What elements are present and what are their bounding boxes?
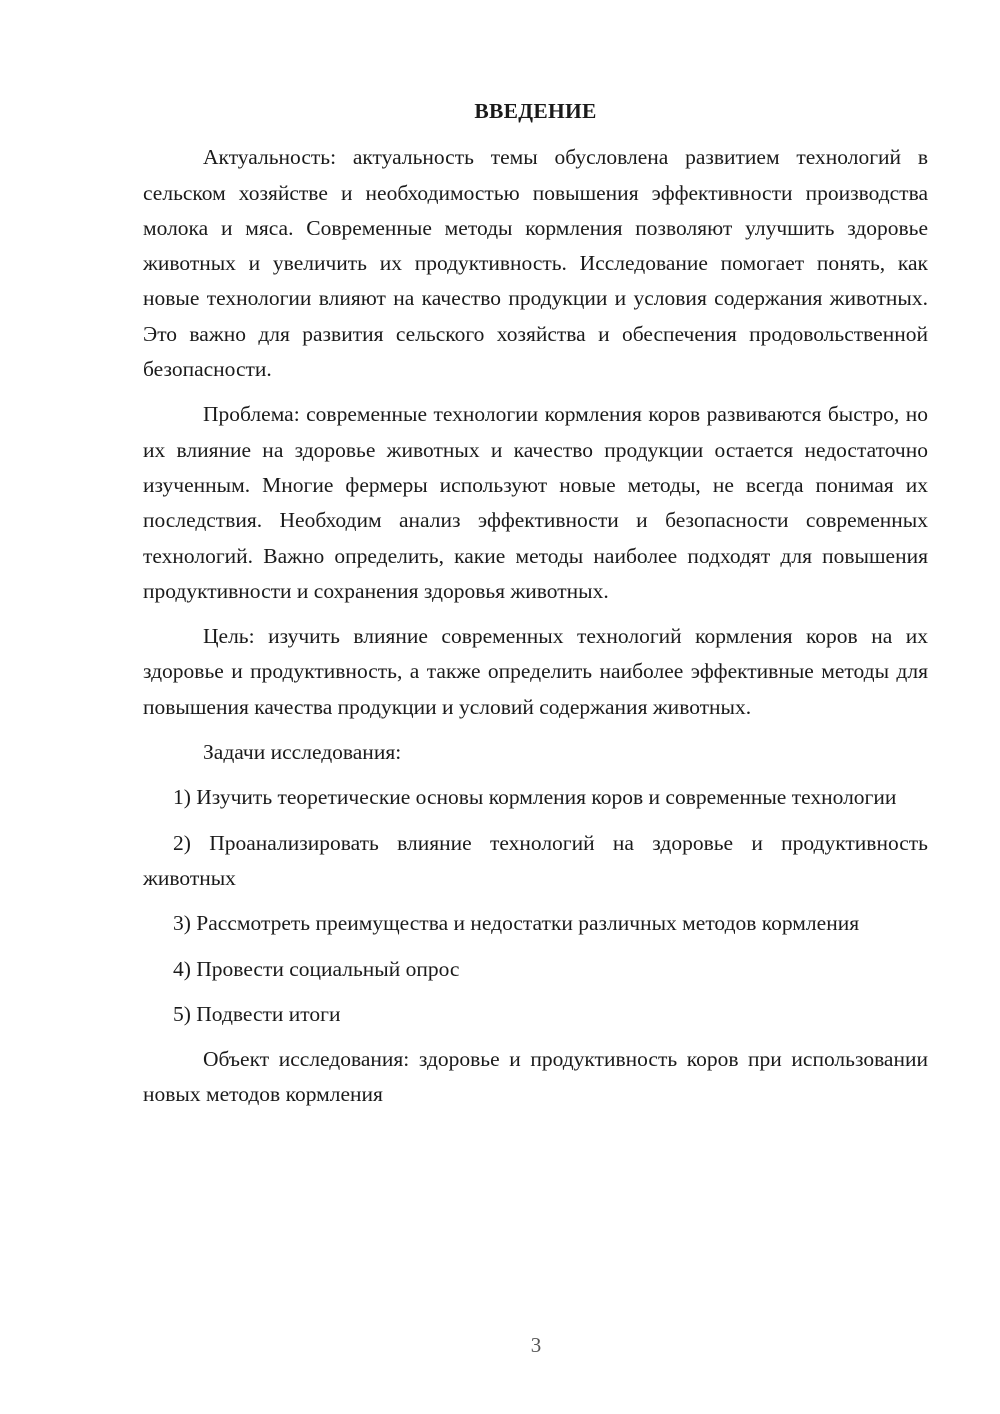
paragraph-relevance: Актуальность: актуальность темы обусловлена развитием технологий в сельском хозяйстве и необходимостью повышения эффективности производства молока и мяса. Современные методы кормления позволяют улучшить здоровье животных и увеличить их продуктивность. Исследование помогает понять, как новые технологии влияют на качество продукции и условия содержания животных. Это важно для развития сельского хозяйства и обеспечения продовольственной безопасности.	[143, 145, 928, 382]
paragraph-problem: Проблема: современные технологии кормления коров развиваются быстро, но их влияние на здоровье животных и качество продукции остается недостаточно изученным. Многие фермеры используют новые методы, не всегда понимая их последствия. Необходим анализ эффективности и безопасности современных технологий. Важно определить, какие методы наиболее подходят для повышения продуктивности и сохранения здоровья животных.	[143, 402, 928, 603]
page-content	[143, 94, 928, 1123]
task-item-4: 4) Провести социальный опрос	[173, 956, 460, 981]
task-item-2: 2) Проанализировать влияние технологий на здоровье и продуктивность животных	[143, 830, 928, 890]
section-heading: ВВЕДЕНИЕ	[474, 99, 597, 123]
task-item-3: 3) Рассмотреть преимущества и недостатки различных методов кормления	[173, 911, 860, 936]
paragraph-object: Объект исследования: здоровье и продуктивность коров при использовании новых методов кормления	[143, 1047, 928, 1107]
task-item-1: 1) Изучить теоретические основы кормления коров и современные технологии	[173, 785, 897, 810]
tasks-heading: Задачи исследования:	[203, 740, 402, 765]
page-number: 3	[530, 1333, 542, 1357]
paragraph-goal: Цель: изучить влияние современных технологий кормления коров на их здоровье и продуктивность, а также определить наиболее эффективные методы для повышения качества продукции и условий содержания животных.	[143, 624, 928, 719]
task-item-5: 5) Подвести итоги	[173, 1001, 341, 1026]
